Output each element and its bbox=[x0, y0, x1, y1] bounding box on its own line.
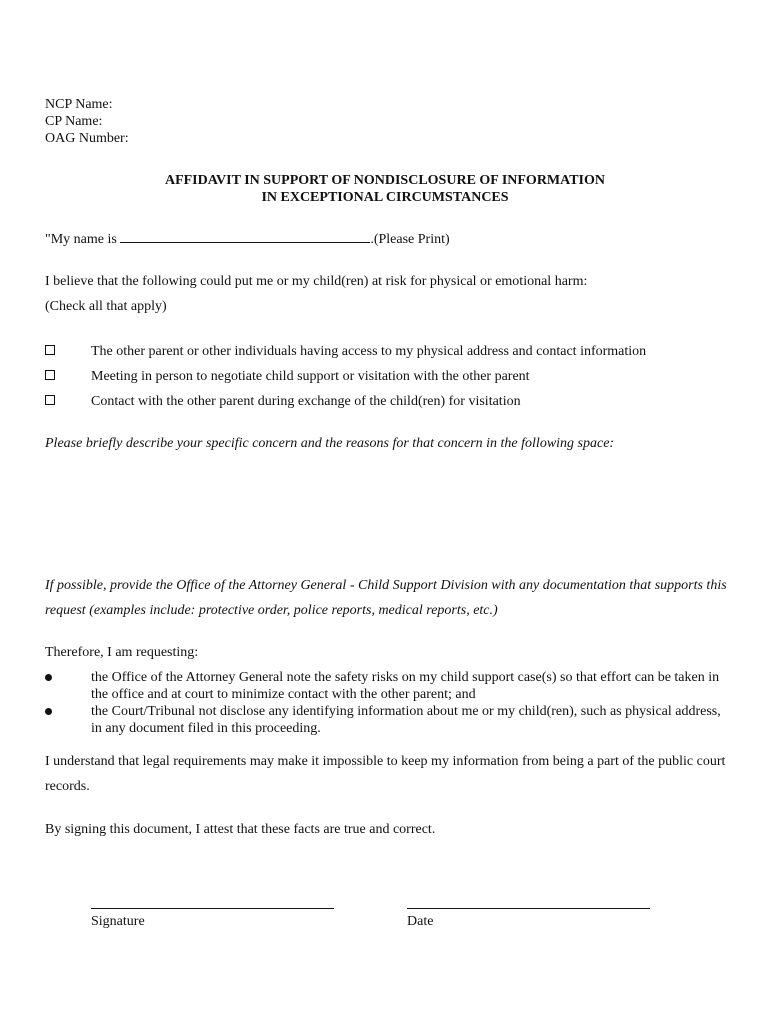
request-1-line1: the Office of the Attorney General note the safety risks on my child support case(s) so that effort can be taken in bbox=[91, 670, 720, 685]
cp-name-label: CP Name: bbox=[45, 114, 103, 129]
date-line[interactable] bbox=[407, 908, 650, 909]
bullet-icon bbox=[45, 708, 52, 715]
concern-text-area[interactable] bbox=[45, 458, 725, 566]
option-label-3: Contact with the other parent during exchange of the child(ren) for visitation bbox=[91, 394, 521, 409]
option-checkbox-2[interactable] bbox=[45, 370, 55, 380]
document-title-line2: IN EXCEPTIONAL CIRCUMSTANCES bbox=[261, 190, 509, 205]
signature-line[interactable] bbox=[91, 908, 334, 909]
name-suffix: .(Please Print) bbox=[370, 232, 450, 247]
signature-label: Signature bbox=[91, 914, 145, 929]
oag-number-label: OAG Number: bbox=[45, 131, 129, 146]
legal-notice-line2: records. bbox=[45, 779, 90, 794]
check-instruction: (Check all that apply) bbox=[45, 299, 167, 314]
attestation-statement: By signing this document, I attest that these facts are true and correct. bbox=[45, 822, 436, 837]
option-checkbox-1[interactable] bbox=[45, 345, 55, 355]
date-label: Date bbox=[407, 914, 434, 929]
documentation-prompt-line1: If possible, provide the Office of the Attorney General - Child Support Division with any documentation that supports this bbox=[45, 578, 727, 593]
requesting-label: Therefore, I am requesting: bbox=[45, 645, 199, 660]
option-label-1: The other parent or other individuals having access to my physical address and contact information bbox=[91, 344, 647, 359]
name-line bbox=[45, 231, 450, 248]
name-prefix: "My name is bbox=[45, 232, 117, 247]
option-label-2: Meeting in person to negotiate child support or visitation with the other parent bbox=[91, 369, 530, 384]
legal-notice-line1: I understand that legal requirements may make it impossible to keep my information from being a part of the public court bbox=[45, 754, 726, 769]
request-2-line1: the Court/Tribunal not disclose any identifying information about me or my child(ren), such as physical address, bbox=[91, 704, 721, 719]
risk-statement: I believe that the following could put me or my child(ren) at risk for physical or emotional harm: bbox=[45, 274, 588, 289]
ncp-name-label: NCP Name: bbox=[45, 97, 113, 112]
name-blank-field[interactable] bbox=[120, 231, 370, 243]
bullet-icon bbox=[45, 674, 52, 681]
document-title-line1: AFFIDAVIT IN SUPPORT OF NONDISCLOSURE OF INFORMATION bbox=[164, 173, 606, 188]
documentation-prompt-line2: request (examples include: protective order, police reports, medical reports, etc.) bbox=[45, 603, 498, 618]
concern-prompt: Please briefly describe your specific concern and the reasons for that concern in the following space: bbox=[45, 436, 615, 451]
request-2-line2: in any document filed in this proceeding. bbox=[91, 721, 321, 736]
request-1-line2: the office and at court to minimize contact with the other parent; and bbox=[91, 687, 476, 702]
option-checkbox-3[interactable] bbox=[45, 395, 55, 405]
